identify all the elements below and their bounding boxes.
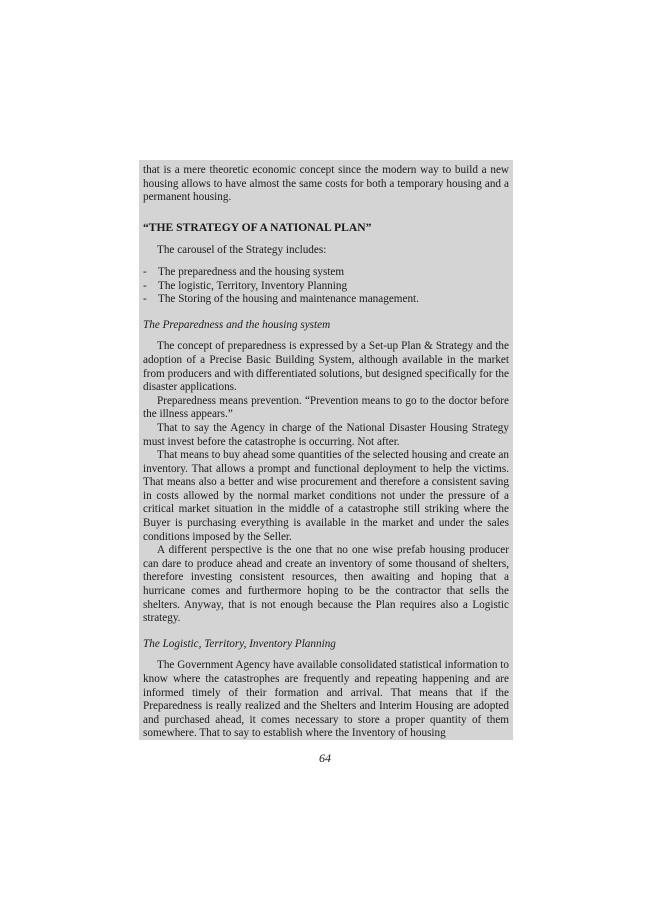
list-marker: - [143,279,147,292]
list-marker: - [143,265,147,278]
list-item [143,293,509,307]
body-paragraph: The Government Agency have available consolidated statistical information to know where the catastrophes are frequently and repeating happening and are informed timely of their formation and arrival. That means that if the Preparedness is really realized and the Shelters and Interim Housing are adopted and purchased ahead, it comes necessary to store a proper quantity of them somewhere. That to say to establish where the Inventory of housing [143,659,509,740]
list-item-text: The logistic, Territory, Inventory Planning [158,279,348,292]
list-item-text: The preparedness and the housing system [158,265,345,278]
body-paragraph: That means to buy ahead some quantities of the selected housing and create an inventory. That allows a prompt and functional deployment to help the victims. That means also a better and wise procurement and therefore a consistent saving in costs allowed by the normal market conditions not under the pressure of a critical market situation in the middle of a catastrophe still striking where the Buyer is purchasing everything is available in the market and under the sales conditions imposed by the Seller. [143,449,509,543]
list-marker: - [143,293,147,306]
body-paragraph: That to say the Agency in charge of the National Disaster Housing Strategy must invest before the catastrophe is occurring. Not after. [143,421,509,448]
carousel-intro: The carousel of the Strategy includes: [157,244,327,257]
subsection-title-preparedness: The Preparedness and the housing system [143,318,331,331]
body-paragraph: Preparedness means prevention. “Prevention means to go to the doctor before the illness appears.” [143,394,509,421]
section-heading: “THE STRATEGY OF A NATIONAL PLAN” [143,220,372,234]
text-block [139,160,513,740]
body-paragraph: The concept of preparedness is expressed by a Set-up Plan & Strategy and the adoption of a Precise Basic Building System, although available in the market from producers and with differentiated solutions, but designed specifically for the disaster applications. [143,340,509,394]
subsection-title-logistic: The Logistic, Territory, Inventory Planning [143,637,336,650]
page-number: 64 [319,751,331,765]
body-paragraph: A different perspective is the one that no one wise prefab housing producer can dare to produce ahead and create an inventory of some thousand of shelters, therefore investing consistent resources, then awaiting and hoping that a hurricane comes and furthermore hoping to be the contractor that sells the shelters. Anyway, that is not enough because the Plan requires also a Logistic strategy. [143,544,509,625]
opening-paragraph: that is a mere theoretic economic concept since the modern way to build a new housing allows to have almost the same costs for both a temporary housing and a permanent housing. [143,164,509,204]
list-item-text: The Storing of the housing and maintenance management. [158,293,419,306]
strategy-list [143,266,509,307]
list-item [143,280,509,294]
list-item [143,266,509,280]
